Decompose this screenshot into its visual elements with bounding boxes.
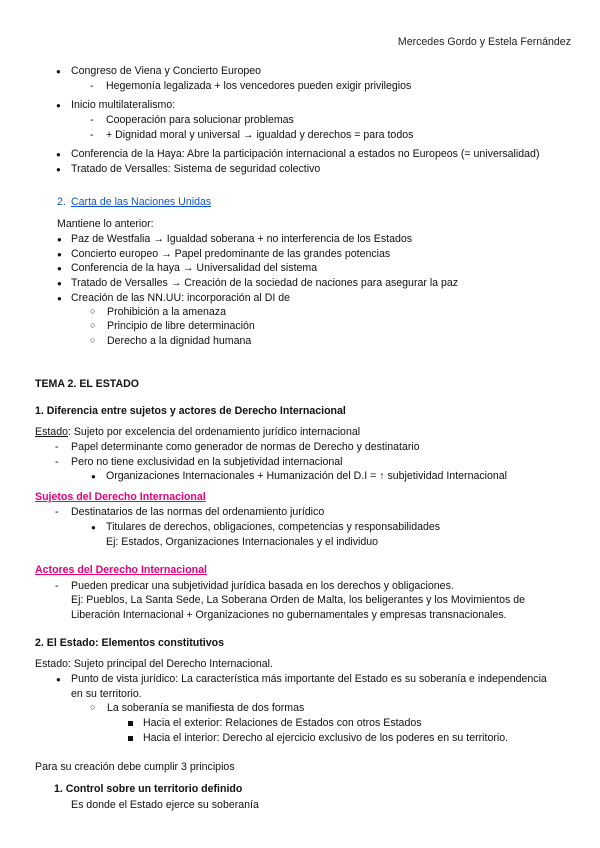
dash-icon: - (90, 114, 94, 126)
list-item: Conferencia de la Haya: Abre la participación internacional a estados no Europeos (= universalidad) (71, 148, 540, 160)
bullet-icon: ● (56, 150, 61, 159)
principios-intro: Para su creación debe cumplir 3 principios (35, 761, 235, 773)
list-item: Principio de libre determinación (107, 320, 255, 332)
list-item: Pero no tiene exclusividad en la subjetividad internacional (71, 456, 343, 468)
list-item: Congreso de Viena y Concierto Europeo (71, 65, 262, 77)
square-bullet-icon (128, 721, 133, 726)
tema-title: TEMA 2. EL ESTADO (35, 378, 139, 390)
list-item: Punto de vista jurídico: La característica más importante del Estado es su soberanía e independencia (71, 673, 547, 685)
list-item: Hacia el interior: Derecho al ejercicio exclusivo de los poderes en su territorio. (143, 732, 509, 744)
header-authors: Mercedes Gordo y Estela Fernández (397, 36, 571, 48)
circle-bullet-icon: ○ (90, 320, 96, 330)
list-item: Organizaciones Internacionales + Humanización del D.I = ↑ subjetividad Internacional (106, 470, 508, 482)
bullet-icon: ● (57, 279, 62, 288)
sujetos-title: Sujetos del Derecho Internacional (35, 491, 206, 503)
estado-line (35, 426, 360, 439)
principio-1: 1. Control sobre un territorio definido (54, 783, 243, 795)
dash-icon: - (55, 456, 59, 468)
list-item: Creación de las NN.UU: incorporación al DI de (71, 292, 291, 304)
carta-link[interactable]: Carta de las Naciones Unidas (71, 196, 212, 208)
bullet-icon: ● (57, 250, 62, 259)
list-item: Tratado de Versalles: Sistema de seguridad colectivo (71, 163, 321, 175)
list-item: Paz de Westfalia → Igualdad soberana + no interferencia de los Estados (71, 233, 413, 245)
list-item: en su territorio. (71, 688, 142, 700)
bullet-icon: ● (91, 472, 96, 481)
section-number: 2. (57, 196, 66, 208)
list-item: Inicio multilateralismo: (71, 99, 176, 111)
list-item: Conferencia de la haya → Universalidad del sistema (71, 262, 318, 274)
list-item: Titulares de derechos, obligaciones, competencias y responsabilidades (106, 521, 441, 533)
bullet-icon: ● (56, 67, 61, 76)
list-item: Hegemonía legalizada + los vencedores pueden exigir privilegios (106, 80, 412, 92)
list-item: Prohibición a la amenaza (107, 306, 226, 318)
dash-icon: - (55, 580, 59, 592)
dash-icon: - (55, 441, 59, 453)
list-item: Cooperación para solucionar problemas (106, 114, 294, 126)
list-item: Hacia el exterior: Relaciones de Estados con otros Estados (143, 717, 422, 729)
list-item: Papel determinante como generador de normas de Derecho y destinatario (71, 441, 420, 453)
dash-icon: - (90, 129, 94, 141)
intro-text: Mantiene lo anterior: (57, 218, 154, 230)
principio-1-text: Es donde el Estado ejerce su soberanía (71, 799, 259, 811)
heading-1: 1. Diferencia entre sujetos y actores de Derecho Internacional (35, 405, 346, 417)
circle-bullet-icon: ○ (90, 306, 96, 316)
list-item: Ej: Pueblos, La Santa Sede, La Soberana Orden de Malta, los beligerantes y los Movimientos de (71, 594, 526, 606)
actores-title: Actores del Derecho Internacional (35, 564, 207, 576)
dash-icon: - (55, 506, 59, 518)
list-item: Tratado de Versalles → Creación de la sociedad de naciones para asegurar la paz (71, 277, 459, 289)
bullet-icon: ● (57, 264, 62, 273)
dash-icon: - (90, 80, 94, 92)
list-item: La soberanía se manifiesta de dos formas (107, 702, 305, 714)
list-item: Pueden predicar una subjetividad jurídica basada en los derechos y obligaciones. (71, 580, 454, 592)
list-item: Destinatarios de las normas del ordenamiento jurídico (71, 506, 325, 518)
circle-bullet-icon: ○ (90, 335, 96, 345)
bullet-icon: ● (91, 523, 96, 532)
bullet-icon: ● (57, 235, 62, 244)
bullet-icon: ● (57, 294, 62, 303)
estado-label: Estado (35, 426, 68, 438)
circle-bullet-icon: ○ (90, 702, 96, 712)
estado2-text: Estado: Sujeto principal del Derecho Internacional. (35, 658, 273, 670)
heading-2: 2. El Estado: Elementos constitutivos (35, 637, 224, 649)
list-item: Ej: Estados, Organizaciones Internacionales y el individuo (106, 536, 379, 548)
bullet-icon: ● (56, 101, 61, 110)
list-item: Concierto europeo → Papel predominante de las grandes potencias (71, 248, 391, 260)
list-item: + Dignidad moral y universal → igualdad y derechos = para todos (106, 129, 414, 141)
square-bullet-icon (128, 736, 133, 741)
list-item: Derecho a la dignidad humana (107, 335, 252, 347)
list-item: Liberación Internacional + Organizaciones no gubernamentales y empresas transnacionales. (71, 609, 507, 621)
bullet-icon: ● (56, 165, 61, 174)
bullet-icon: ● (56, 675, 61, 684)
estado-text: : Sujeto por excelencia del ordenamiento jurídico internacional (67, 426, 361, 438)
